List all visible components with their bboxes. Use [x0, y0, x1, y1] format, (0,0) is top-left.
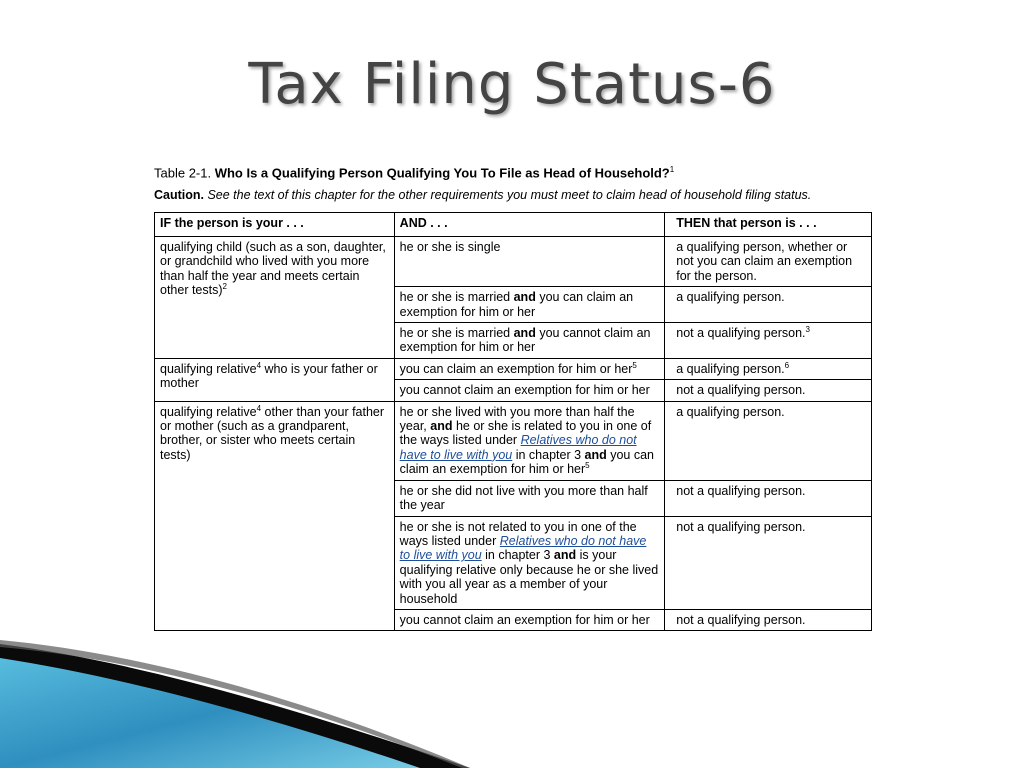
then-cell	[665, 323, 872, 359]
and-cell	[394, 323, 665, 359]
if-footnote: 4	[256, 360, 262, 370]
header-and: AND . . .	[394, 213, 665, 237]
if-cell	[155, 358, 395, 401]
and-text: you cannot claim an exemption for him or her	[399, 612, 650, 627]
and-footnote: 5	[632, 360, 637, 370]
table-title: Who Is a Qualifying Person Qualifying You To File as Head of Household?	[214, 165, 670, 181]
if-text: qualifying relative	[160, 361, 257, 376]
then-text: not a qualifying person.	[676, 612, 806, 627]
and-text: he or she is married	[399, 290, 514, 305]
if-cell	[155, 237, 395, 359]
then-text: a qualifying person.	[676, 404, 785, 419]
and-text: he or she is married	[399, 326, 514, 341]
then-text: not a qualifying person.	[676, 383, 806, 398]
then-text: a qualifying person, whether or not you can claim an exemption for the person.	[676, 240, 853, 283]
table-header-row	[155, 213, 872, 237]
and-footnote: 5	[585, 461, 590, 471]
and-cell	[394, 516, 665, 609]
caution-text: See the text of this chapter for the other requirements you must meet to claim head of household filing status.	[204, 188, 812, 202]
and-text: and	[513, 290, 536, 305]
and-text: and	[553, 548, 577, 563]
if-footnote: 2	[222, 282, 227, 292]
and-cell	[394, 358, 665, 379]
and-text: he or she did not live with you more than half the year	[399, 483, 648, 513]
and-cell	[394, 380, 665, 401]
if-text: qualifying relative	[160, 404, 257, 419]
and-text: you cannot claim an exemption for him or her	[399, 383, 650, 398]
relatives-link[interactable]: Relatives who do not have to live with you	[399, 533, 647, 563]
and-text: you cannot claim an exemption for him or her	[399, 326, 651, 355]
and-cell	[394, 287, 665, 323]
and-text: and	[584, 447, 607, 462]
and-text: he or she lived with you more than half the year,	[399, 404, 635, 434]
if-text-continued: who is your father or mother	[160, 361, 378, 391]
then-cell	[665, 516, 872, 609]
caution-label: Caution.	[154, 188, 204, 202]
header-if: IF the person is your . . .	[155, 213, 395, 237]
table-body	[155, 237, 872, 631]
then-text: a qualifying person.	[676, 361, 785, 376]
then-cell	[665, 287, 872, 323]
and-text: you can claim an exemption for him or her	[399, 361, 633, 376]
then-cell	[665, 401, 872, 480]
and-text: and	[513, 326, 536, 341]
if-text: qualifying child (such as a son, daughter, or grandchild who lived with you more than half the year and meets certain other tests)	[160, 240, 386, 298]
table-title-footnote: 1	[669, 165, 675, 174]
relatives-link[interactable]: Relatives who do not have to live with you	[399, 433, 637, 462]
and-text: he or she is not related to you in one of the ways listed under	[399, 519, 637, 548]
and-text: you can claim an exemption for him or her	[399, 290, 634, 319]
table-caption	[154, 165, 674, 180]
table-row	[155, 358, 872, 379]
table-row	[155, 401, 872, 480]
table-number: Table 2-1.	[154, 165, 215, 181]
then-text: not a qualifying person.	[676, 483, 806, 498]
and-text: is your qualifying relative only because he or she lived with you all year as a member of your household	[399, 548, 659, 606]
and-cell	[394, 401, 665, 480]
if-cell	[155, 401, 395, 631]
then-cell	[665, 237, 872, 287]
and-text: he or she is single	[399, 240, 501, 254]
caution-note	[154, 188, 811, 202]
table-row	[155, 237, 872, 287]
then-cell	[665, 380, 872, 401]
then-text: not a qualifying person.	[676, 519, 806, 534]
if-text-continued: other than your father or mother (such as a grandparent, brother, or sister who meets certain tests)	[160, 404, 385, 462]
decorative-swoosh	[0, 600, 1024, 768]
and-cell	[394, 480, 665, 516]
head-of-household-table	[154, 212, 872, 631]
slide-title: Tax Filing Status-6	[248, 52, 776, 117]
then-cell	[665, 358, 872, 379]
and-text: in chapter 3	[481, 548, 554, 563]
and-text: he or she is related to you in one of the ways listed under	[399, 419, 652, 448]
then-text: a qualifying person.	[676, 290, 785, 305]
and-text: and	[430, 419, 453, 434]
then-footnote: 3	[805, 324, 810, 334]
and-text: you can claim an exemption for him or her	[399, 447, 654, 477]
then-footnote: 6	[784, 360, 790, 370]
then-cell	[665, 480, 872, 516]
header-then: THEN that person is . . .	[665, 213, 872, 237]
and-text: in chapter 3	[512, 447, 585, 462]
then-text: not a qualifying person.	[676, 326, 806, 341]
and-cell	[394, 237, 665, 287]
if-footnote: 4	[256, 403, 262, 413]
